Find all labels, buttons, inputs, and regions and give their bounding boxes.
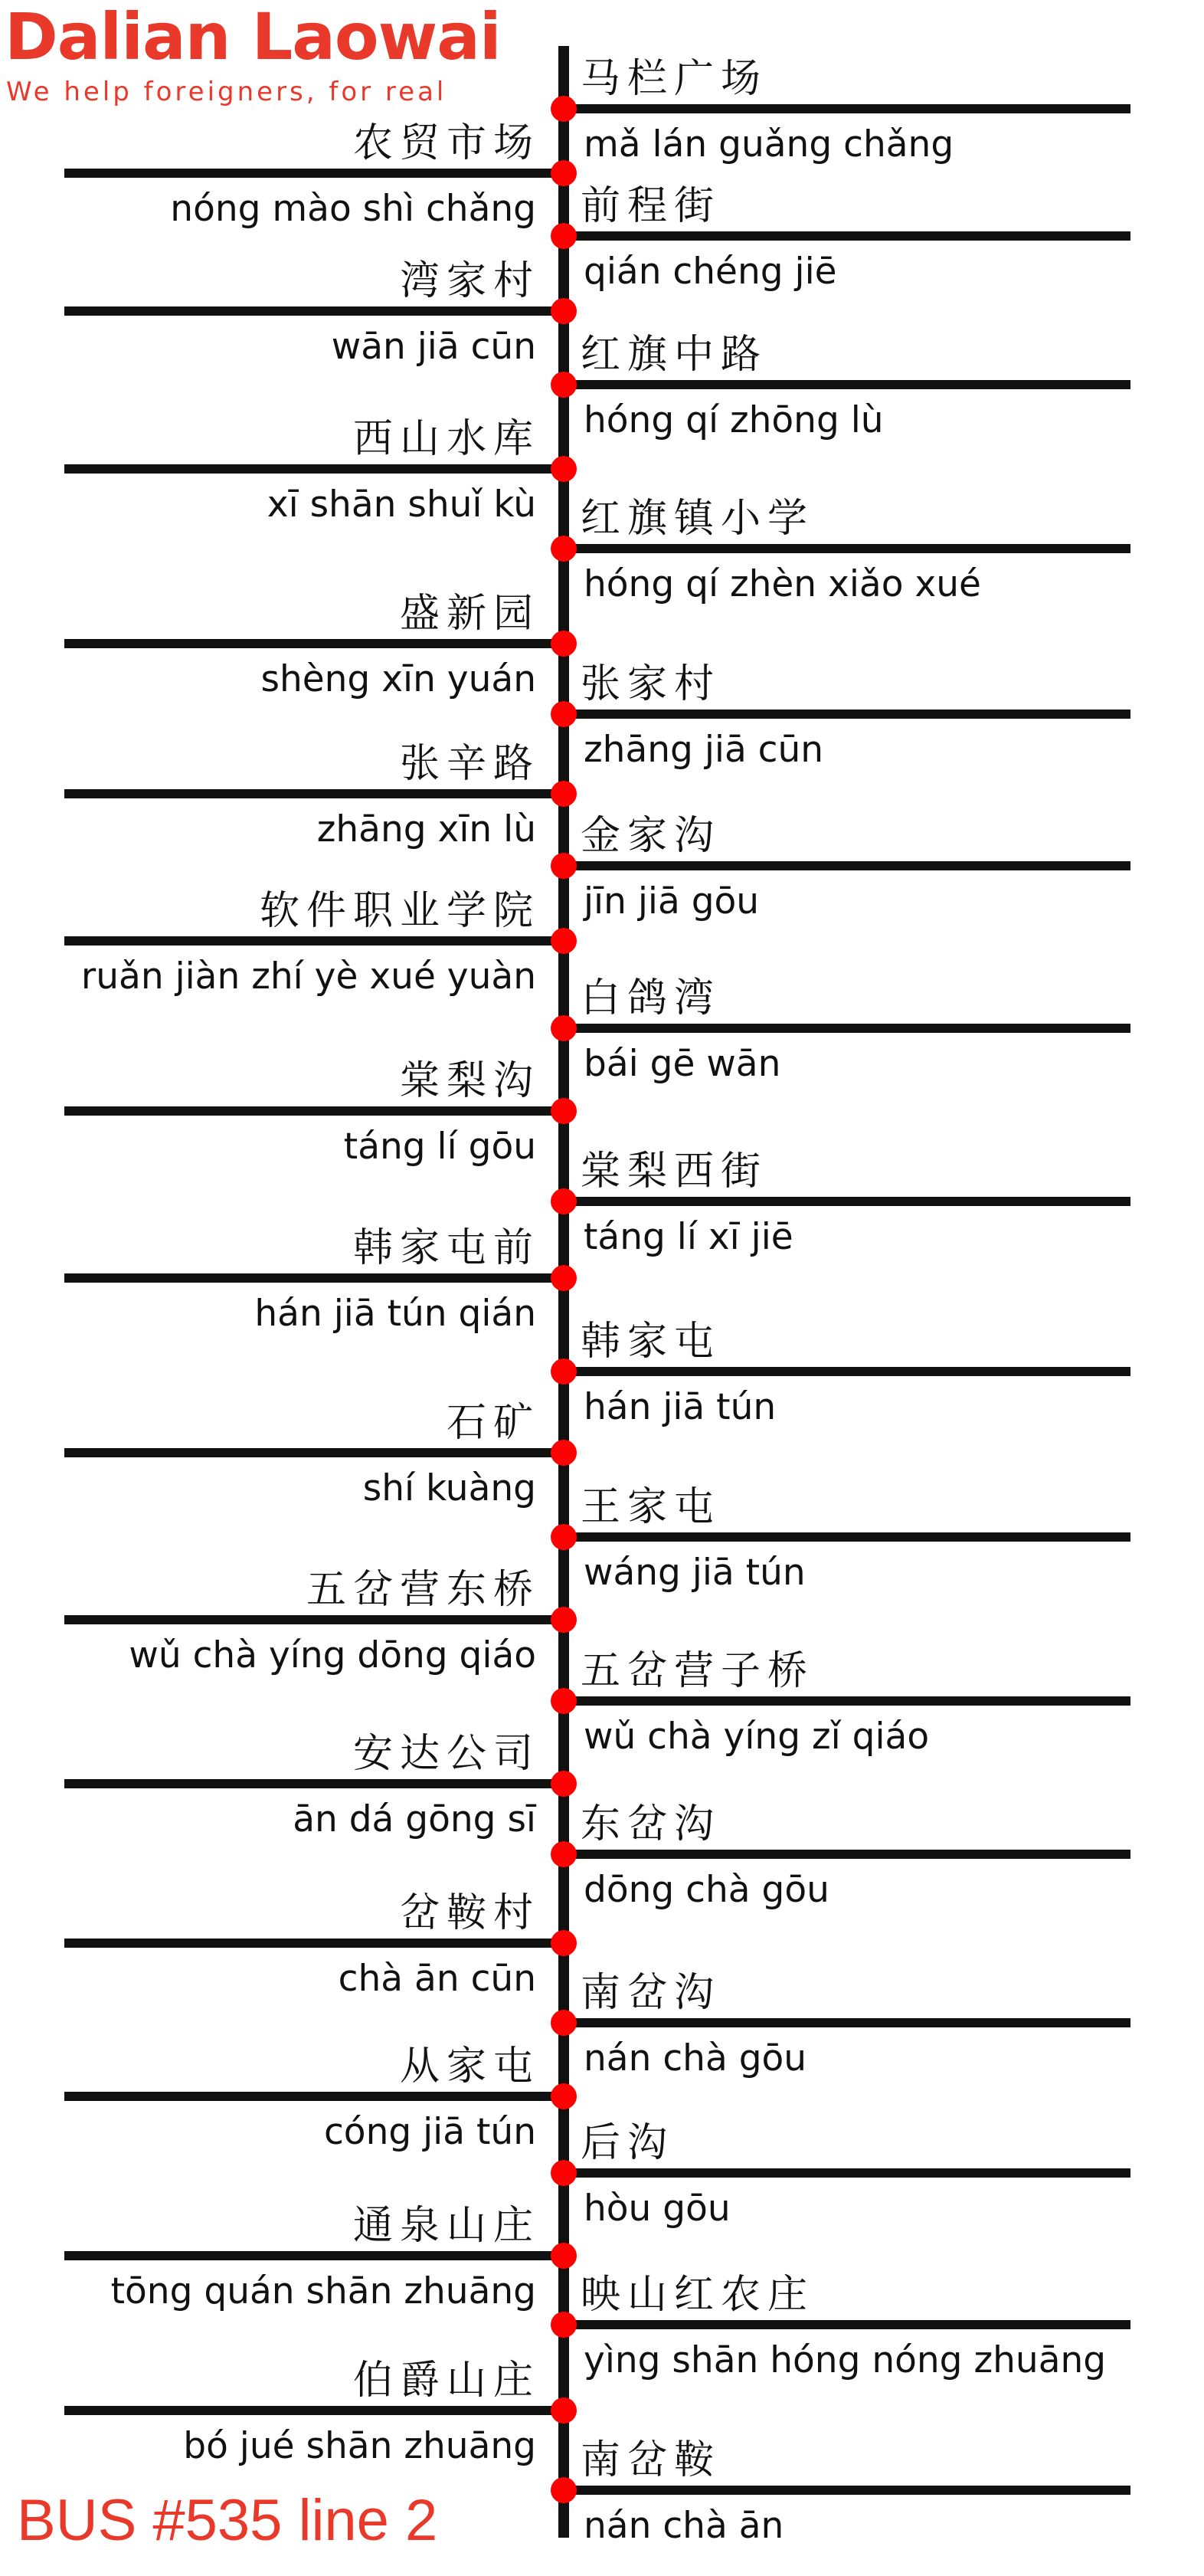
stop-name: 从家屯 [399,2043,540,2089]
stop-pinyin: nán chà ān [584,2505,784,2547]
stop-marker [551,2477,577,2503]
stop-name: 红旗中路 [581,332,768,378]
stop-marker [551,2083,577,2109]
stop-21 [551,1648,1130,1758]
stop-19 [551,1484,1130,1594]
stop-marker [551,853,577,879]
stop-5 [551,332,1130,441]
stop-14 [64,1058,577,1168]
stop-marker [551,1015,577,1041]
stop-24 [64,1890,577,2000]
stop-pinyin: wǔ chà yíng dōng qiáo [129,1634,536,1676]
stop-name: 棠梨西街 [581,1149,768,1195]
stop-marker [551,2312,577,2338]
stop-pinyin: ruǎn jiàn zhí yè xué yuàn [80,955,536,998]
stop-name: 张家村 [581,661,721,707]
stops-layer [64,56,1130,2547]
stop-pinyin: yìng shān hóng nóng zhuāng [584,2339,1107,2381]
stop-pinyin: qián chéng jiē [584,251,837,293]
stop-marker [551,298,577,324]
stop-name: 前程街 [581,183,721,229]
route-label: BUS #535 line 2 [17,2488,438,2553]
stop-marker [551,781,577,807]
stop-pinyin: cóng jiā tún [323,2111,536,2153]
stop-marker [551,536,577,562]
stop-pinyin: jīn jiā gōu [584,880,760,923]
stop-pinyin: hòu gōu [584,2188,731,2230]
stop-name: 王家屯 [581,1484,721,1530]
stop-31 [551,2437,1130,2547]
stop-pinyin: hóng qí zhōng lù [584,399,884,441]
stop-name: 南岔沟 [581,1970,721,2016]
brand-tagline: We help foreigners, for real [6,77,447,107]
stop-name: 通泉山庄 [352,2203,540,2249]
stop-name: 棠梨沟 [399,1058,540,1104]
stop-15 [551,1149,1130,1258]
stop-name: 东岔沟 [581,1801,721,1847]
stop-marker [551,928,577,954]
stop-25 [551,1970,1130,2079]
stop-11 [551,813,1130,923]
stop-name: 红旗镇小学 [581,496,815,542]
stop-name: 湾家村 [399,258,540,304]
stop-name: 白鸽湾 [581,975,721,1021]
stop-7 [551,496,1130,605]
stop-16 [64,1225,577,1335]
stop-pinyin: chà ān cūn [338,1958,536,2000]
stop-pinyin: hóng qí zhèn xiǎo xué [584,563,981,605]
stop-pinyin: zhāng jiā cūn [584,729,824,771]
stop-name: 后沟 [581,2120,675,2166]
stop-9 [551,661,1130,771]
stop-name: 五岔营子桥 [581,1648,815,1694]
stop-marker [551,1358,577,1385]
stop-marker [551,1098,577,1124]
stop-marker [551,372,577,398]
stop-name: 南岔鞍 [581,2437,721,2483]
stop-20 [64,1567,577,1676]
stop-pinyin: wǔ chà yíng zǐ qiáo [584,1716,930,1758]
stop-pinyin: ān dá gōng sī [293,1798,536,1840]
brand-logo: Dalian Laowai [5,0,501,74]
stop-name: 安达公司 [352,1731,540,1777]
stop-pinyin: bái gē wān [584,1043,781,1085]
stop-marker [551,223,577,249]
stop-name: 石矿 [446,1400,540,1446]
stop-26 [64,2043,577,2153]
stop-pinyin: xī shān shuǐ kù [267,483,536,526]
stop-2 [64,120,577,230]
stop-marker [551,1524,577,1550]
stop-30 [64,2358,577,2467]
stop-marker [551,631,577,657]
stop-marker [551,1930,577,1956]
stop-pinyin: dōng chà gōu [584,1869,829,1911]
stop-name: 岔鞍村 [399,1890,540,1936]
stop-23 [551,1801,1130,1911]
stop-marker [551,96,577,122]
stop-pinyin: tōng quán shān zhuāng [110,2270,536,2312]
stop-name: 西山水库 [352,416,540,462]
stop-28 [64,2203,577,2312]
stop-marker [551,1771,577,1797]
stop-12 [64,888,577,998]
stop-4 [64,258,577,368]
stop-27 [551,2120,1130,2230]
stop-marker [551,2160,577,2186]
stop-pinyin: táng lí gōu [343,1126,536,1168]
stop-marker [551,2010,577,2036]
stop-name: 韩家屯前 [352,1225,540,1271]
stop-marker [551,2397,577,2424]
stop-6 [64,416,577,526]
stop-3 [551,183,1130,293]
stop-marker [551,1188,577,1214]
stop-marker [551,1607,577,1633]
stop-pinyin: bó jué shān zhuāng [183,2425,536,2467]
stop-marker [551,456,577,482]
stop-pinyin: nóng mào shì chǎng [170,188,536,230]
stop-pinyin: mǎ lán guǎng chǎng [584,123,954,166]
stop-marker [551,1265,577,1291]
stop-1 [551,56,1130,166]
stop-name: 金家沟 [581,813,721,859]
stop-marker [551,2243,577,2269]
stop-marker [551,701,577,727]
stop-name: 伯爵山庄 [352,2358,540,2404]
stop-pinyin: nán chà gōu [584,2037,807,2079]
stop-name: 盛新园 [399,591,540,637]
stop-marker [551,160,577,186]
stop-pinyin: wān jiā cūn [331,326,536,368]
stop-name: 马栏广场 [581,56,768,102]
stop-13 [551,975,1130,1085]
stop-name: 软件职业学院 [259,888,540,934]
stop-name: 张辛路 [399,741,540,787]
stop-17 [551,1319,1130,1428]
stop-marker [551,1841,577,1867]
stop-pinyin: shèng xīn yuán [260,658,536,700]
stop-name: 映山红农庄 [581,2272,815,2318]
stop-pinyin: zhāng xīn lù [316,808,536,850]
stop-pinyin: shí kuàng [362,1467,536,1509]
stop-29 [551,2272,1130,2381]
stop-pinyin: wáng jiā tún [584,1552,806,1594]
stop-pinyin: hán jiā tún [584,1386,777,1428]
stop-name: 农贸市场 [352,120,540,166]
stop-22 [64,1731,577,1840]
stop-name: 韩家屯 [581,1319,721,1365]
stop-marker [551,1688,577,1714]
stop-8 [64,591,577,700]
stop-marker [551,1440,577,1466]
stop-name: 五岔营东桥 [306,1567,540,1613]
stop-10 [64,741,577,850]
stop-pinyin: táng lí xī jiē [584,1216,793,1258]
stop-pinyin: hán jiā tún qián [254,1293,536,1335]
stop-18 [64,1400,577,1509]
